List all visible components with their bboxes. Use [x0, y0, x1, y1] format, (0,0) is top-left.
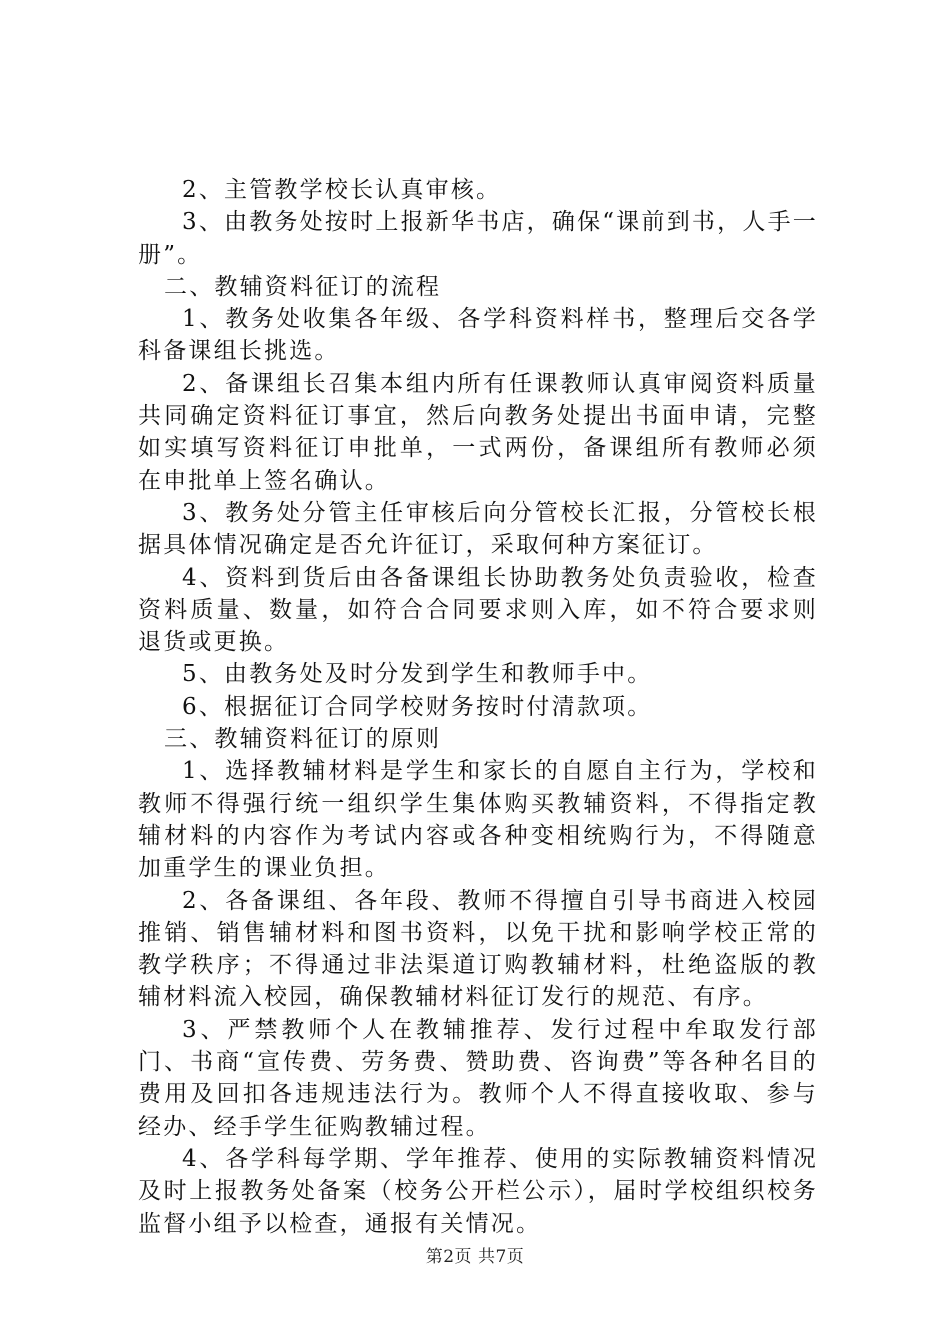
- paragraph-process-2: 2、备课组长召集本组内所有任课教师认真审阅资料质量共同确定资料征订事宜，然后向教务处提出书面申请，完整如实填写资料征订申批单，一式两份，备课组所有教师必须在申批单上签名确认。: [138, 370, 818, 494]
- document-body: [138, 174, 818, 1240]
- page-footer: [0, 1242, 950, 1267]
- paragraph-process-4: 4、资料到货后由各备课组长协助教务处负责验收，检查资料质量、数量，如符合合同要求则入库，如不符合要求则退货或更换。: [138, 564, 818, 656]
- paragraph-principle-3: 3、严禁教师个人在教辅推荐、发行过程中牟取发行部门、书商“宣传费、劳务费、赞助费、咨询费”等各种名目的费用及回扣各违规违法行为。教师个人不得直接收取、参与经办、经手学生征购教辅过程。: [138, 1016, 818, 1140]
- section-heading-principles: 三、教辅资料征订的原则: [164, 726, 442, 753]
- paragraph-process-6: 6、根据征订合同学校财务按时付清款项。: [182, 693, 653, 720]
- section-heading-process: 二、教辅资料征订的流程: [164, 273, 442, 300]
- paragraph-principle-4: 4、各学科每学期、学年推荐、使用的实际教辅资料情况及时上报教务处备案（校务公开栏公示），届时学校组织校务监督小组予以检查，通报有关情况。: [138, 1145, 818, 1237]
- paragraph-principle-1: 1、选择教辅材料是学生和家长的自愿自主行为，学校和教师不得强行统一组织学生集体购买教辅资料，不得指定教辅材料的内容作为考试内容或各种变相统购行为，不得随意加重学生的课业负担。: [138, 758, 818, 882]
- paragraph-process-1: 1、教务处收集各年级、各学科资料样书，整理后交各学科备课组长挑选。: [138, 306, 818, 365]
- paragraph-principle-2: 2、各备课组、各年段、教师不得擅自引导书商进入校园推销、销售辅材料和图书资料，以免干扰和影响学校正常的教学秩序；不得通过非法渠道订购教辅材料，杜绝盗版的教辅材料流入校园，确保教辅材料征订发行的规范、有序。: [138, 887, 818, 1011]
- page-number: 第2页 共7页: [425, 1247, 525, 1267]
- paragraph-report-bookstore: 3、由教务处按时上报新华书店，确保“课前到书，人手一册”。: [138, 209, 818, 268]
- paragraph-process-3: 3、教务处分管主任审核后向分管校长汇报，分管校长根据具体情况确定是否允许征订，采取何种方案征订。: [138, 499, 818, 559]
- paragraph-review: 2、主管教学校长认真审核。: [182, 177, 502, 203]
- paragraph-process-5: 5、由教务处及时分发到学生和教师手中。: [182, 661, 653, 688]
